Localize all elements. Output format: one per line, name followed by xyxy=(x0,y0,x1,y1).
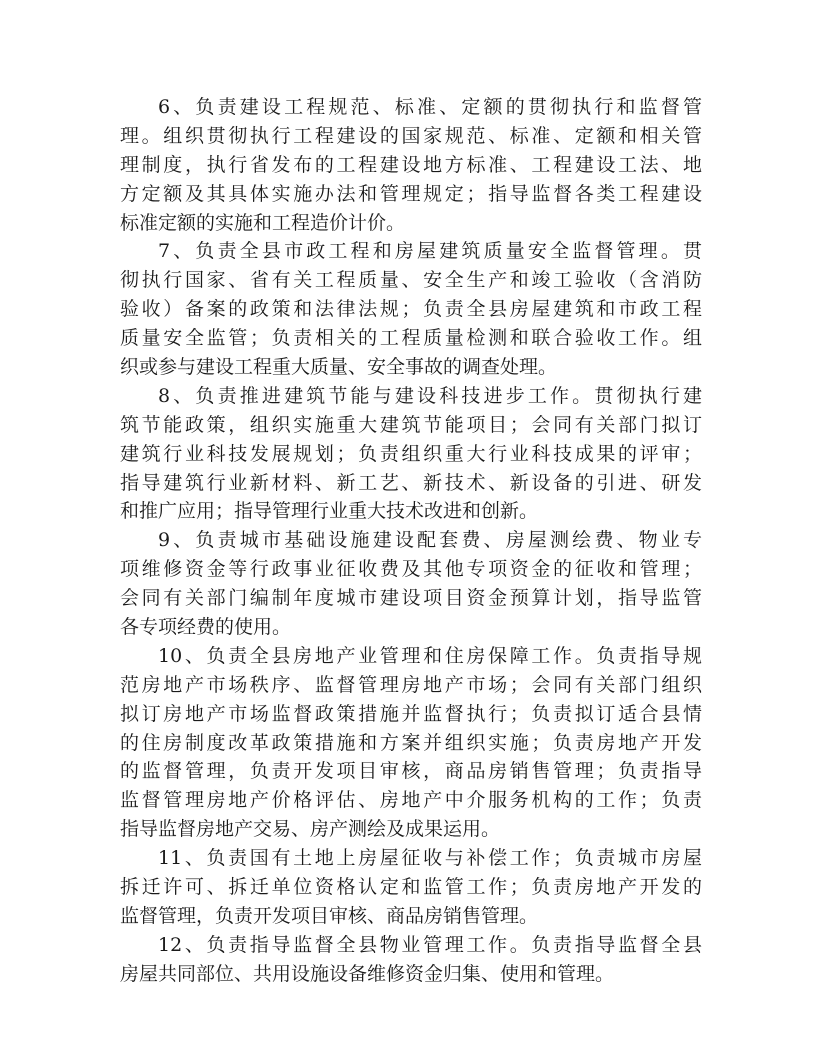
text-line: 拟订房地产市场监督政策措施并监督执行；负责拟订适合县情 xyxy=(120,702,702,725)
text-line: 9、负责城市基础设施建设配套费、房屋测绘费、物业专 xyxy=(158,529,702,552)
text-line: 方定额及其具体实施办法和管理规定；指导监督各类工程建设 xyxy=(120,182,702,205)
text-line: 的住房制度改革政策措施和方案并组织实施；负责房地产开发 xyxy=(120,731,702,754)
text-line: 10、负责全县房地产业管理和住房保障工作。负责指导规 xyxy=(158,644,702,667)
paragraph-item-6 xyxy=(120,93,702,237)
text-line: 指导建筑行业新材料、新工艺、新技术、新设备的引进、研发 xyxy=(120,471,702,494)
text-line: 各专项经费的使用。 xyxy=(120,616,292,639)
text-line: 8、负责推进建筑节能与建设科技进步工作。贯彻执行建 xyxy=(158,384,702,407)
text-line: 织或参与建设工程重大质量、安全事故的调查处理。 xyxy=(120,356,558,379)
text-line: 理制度，执行省发布的工程建设地方标准、工程建设工法、地 xyxy=(120,153,702,176)
text-line: 理。组织贯彻执行工程建设的国家规范、标准、定额和相关管 xyxy=(120,124,702,147)
text-line: 监督管理，负责开发项目审核、商品房销售管理。 xyxy=(120,904,539,927)
text-line: 指导监督房地产交易、房产测绘及成果运用。 xyxy=(120,818,501,841)
text-line: 监督管理房地产价格评估、房地产中介服务机构的工作；负责 xyxy=(120,789,702,812)
text-line: 筑节能政策，组织实施重大建筑节能项目；会同有关部门拟订 xyxy=(120,413,702,436)
paragraph-item-9 xyxy=(120,526,702,642)
text-line: 项维修资金等行政事业征收费及其他专项资金的征收和管理； xyxy=(120,558,702,581)
text-line: 房屋共同部位、共用设施设备维修资金归集、使用和管理。 xyxy=(120,962,615,985)
text-line: 建筑行业科技发展规划；负责组织重大行业科技成果的评审； xyxy=(120,442,702,465)
document-page xyxy=(120,93,702,989)
text-line: 标准定额的实施和工程造价计价。 xyxy=(120,211,406,234)
paragraph-item-10 xyxy=(120,642,702,844)
text-line: 12、负责指导监督全县物业管理工作。负责指导监督全县 xyxy=(158,933,702,956)
paragraph-item-8 xyxy=(120,382,702,526)
paragraph-item-7 xyxy=(120,237,702,381)
text-line: 7、负责全县市政工程和房屋建筑质量安全监督管理。贯 xyxy=(158,240,702,263)
text-line: 验收）备案的政策和法律法规；负责全县房屋建筑和市政工程 xyxy=(120,298,702,321)
paragraph-item-11 xyxy=(120,844,702,931)
text-line: 11、负责国有土地上房屋征收与补偿工作；负责城市房屋 xyxy=(158,847,702,870)
text-line: 6、负责建设工程规范、标准、定额的贯彻执行和监督管 xyxy=(158,96,702,118)
text-line: 会同有关部门编制年度城市建设项目资金预算计划，指导监管 xyxy=(120,587,702,610)
text-line: 彻执行国家、省有关工程质量、安全生产和竣工验收（含消防 xyxy=(120,269,702,292)
text-line: 的监督管理，负责开发项目审核，商品房销售管理；负责指导 xyxy=(120,760,702,783)
text-line: 拆迁许可、拆迁单位资格认定和监管工作；负责房地产开发的 xyxy=(120,876,702,899)
text-line: 和推广应用；指导管理行业重大技术改进和创新。 xyxy=(120,500,539,523)
paragraph-item-12 xyxy=(120,931,702,989)
text-line: 质量安全监管；负责相关的工程质量检测和联合验收工作。组 xyxy=(120,327,702,350)
text-line: 范房地产市场秩序、监督管理房地产市场；会同有关部门组织 xyxy=(120,673,702,696)
